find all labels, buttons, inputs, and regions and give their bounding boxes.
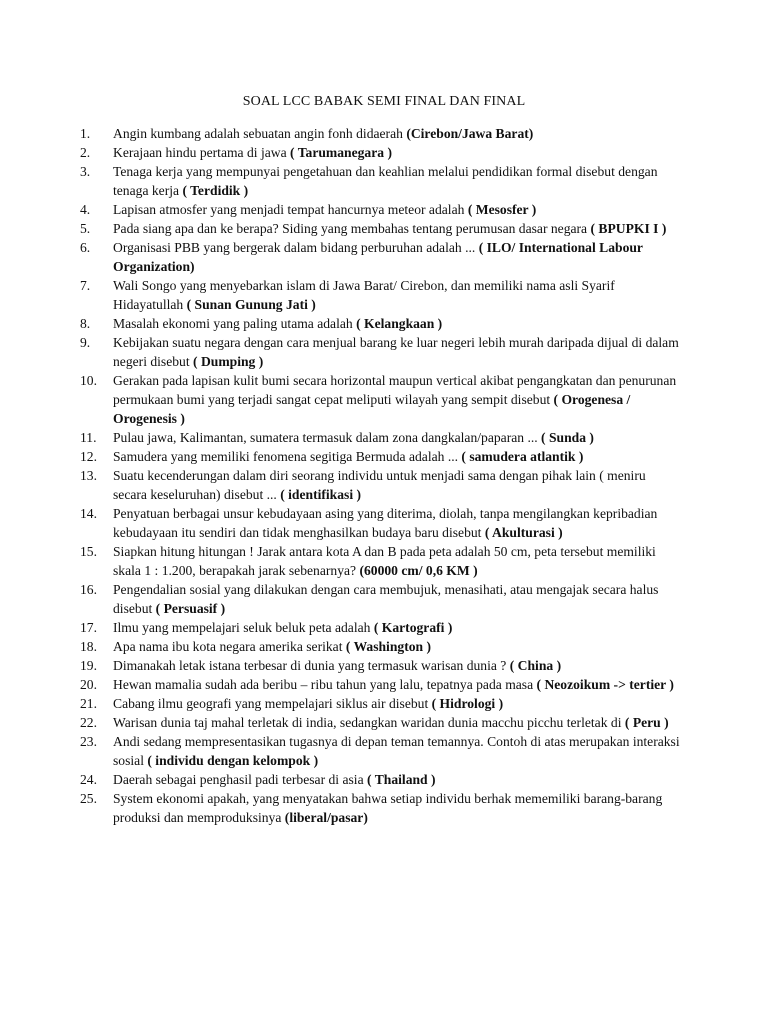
answer-text: ( Sunda ) xyxy=(541,430,594,445)
question-item xyxy=(80,675,680,694)
question-item xyxy=(80,504,680,542)
question-prompt: Wali Songo yang menyebarkan islam di Jawa Barat/ Cirebon, dan memiliki nama asli Syarif Hidayatullah xyxy=(113,278,615,312)
question-number: 13. xyxy=(80,468,97,483)
question-text xyxy=(113,200,680,219)
question-text xyxy=(113,542,680,580)
question-item xyxy=(80,447,680,466)
question-number: 18. xyxy=(80,639,97,654)
answer-text: (60000 cm/ 0,6 KM ) xyxy=(359,563,478,578)
question-item xyxy=(80,314,680,333)
question-text xyxy=(113,219,680,238)
question-item xyxy=(80,200,680,219)
question-item xyxy=(80,124,680,143)
question-number: 23. xyxy=(80,734,97,749)
question-prompt: Masalah ekonomi yang paling utama adalah xyxy=(113,316,357,331)
question-text xyxy=(113,143,680,162)
answer-text: ( Kartografi ) xyxy=(373,620,453,635)
question-number: 4. xyxy=(80,202,91,217)
question-item xyxy=(80,580,680,618)
question-number: 20. xyxy=(80,677,97,692)
question-prompt: Siapkan hitung hitungan ! Jarak antara kota A dan B pada peta adalah 50 cm, peta tersebut memiliki skala 1 : 1.200, berapakah jarak sebenarnya? xyxy=(113,544,656,578)
answer-text: ( Hidrologi ) xyxy=(431,696,504,711)
question-prompt: Samudera yang memiliki fenomena segitiga Bermuda adalah ... xyxy=(113,449,462,464)
question-item xyxy=(80,732,680,770)
question-number: 1. xyxy=(80,126,91,141)
question-number: 9. xyxy=(80,335,91,350)
question-item xyxy=(80,637,680,656)
page-title: SOAL LCC BABAK SEMI FINAL DAN FINAL xyxy=(242,94,526,109)
answer-text: ( samudera atlantik ) xyxy=(461,449,584,464)
answer-text: ( Neozoikum -> tertier ) xyxy=(536,677,674,692)
answer-text: ( Mesosfer ) xyxy=(467,202,537,217)
question-text xyxy=(113,504,680,542)
question-text xyxy=(113,162,680,200)
answer-text: (liberal/pasar) xyxy=(284,810,368,825)
question-prompt: Angin kumbang adalah sebuatan angin fonh didaerah xyxy=(113,126,407,141)
answer-text: ( Akulturasi ) xyxy=(484,525,563,540)
question-text xyxy=(113,466,680,504)
question-prompt: Warisan dunia taj mahal terletak di india, sedangkan waridan dunia macchu picchu terletak di xyxy=(113,715,625,730)
question-item xyxy=(80,789,680,827)
question-number: 19. xyxy=(80,658,97,673)
question-number: 17. xyxy=(80,620,97,635)
answer-text: ( Sunan Gunung Jati ) xyxy=(186,297,316,312)
question-number: 6. xyxy=(80,240,91,255)
question-item xyxy=(80,542,680,580)
question-item xyxy=(80,162,680,200)
question-number: 10. xyxy=(80,373,97,388)
question-text xyxy=(113,580,680,618)
question-prompt: Dimanakah letak istana terbesar di dunia yang termasuk warisan dunia ? xyxy=(113,658,510,673)
question-item xyxy=(80,713,680,732)
answer-text: ( Persuasif ) xyxy=(155,601,226,616)
question-text xyxy=(113,238,680,276)
answer-text: ( identifikasi ) xyxy=(280,487,362,502)
question-text xyxy=(113,276,680,314)
answer-text: ( individu dengan kelompok ) xyxy=(147,753,319,768)
question-text xyxy=(113,675,680,694)
question-prompt: Organisasi PBB yang bergerak dalam bidang perburuhan adalah ... xyxy=(113,240,479,255)
answer-text: ( BPUPKI I ) xyxy=(590,221,667,236)
question-number: 3. xyxy=(80,164,91,179)
question-item xyxy=(80,219,680,238)
answer-text: ( Orogenesa / Orogenesis ) xyxy=(113,392,631,426)
question-prompt: Pengendalian sosial yang dilakukan dengan cara membujuk, menasihati, atau mengajak secara halus disebut xyxy=(113,582,659,616)
question-item xyxy=(80,371,680,428)
question-number: 22. xyxy=(80,715,97,730)
question-text xyxy=(113,333,680,371)
question-number: 7. xyxy=(80,278,91,293)
answer-text: (Cirebon/Jawa Barat) xyxy=(406,126,534,141)
question-text xyxy=(113,637,680,656)
question-prompt: Tenaga kerja yang mempunyai pengetahuan dan keahlian melalui pendidikan formal disebut dengan tenaga kerja xyxy=(113,164,658,198)
answer-text: ( Washington ) xyxy=(345,639,432,654)
question-prompt: Suatu kecenderungan dalam diri seorang individu untuk menjadi sama dengan pihak lain ( meniru secara keseluruhan) disebut ... xyxy=(113,468,646,502)
question-prompt: System ekonomi apakah, yang menyatakan bahwa setiap individu berhak mememiliki barang-barang produksi dan memproduksinya xyxy=(113,791,663,825)
answer-text: ( Dumping ) xyxy=(193,354,264,369)
question-item xyxy=(80,238,680,276)
question-item xyxy=(80,143,680,162)
question-number: 2. xyxy=(80,145,91,160)
question-item xyxy=(80,333,680,371)
question-item xyxy=(80,694,680,713)
question-prompt: Kebijakan suatu negara dengan cara menjual barang ke luar negeri lebih murah daripada dijual di dalam negeri disebut xyxy=(113,335,679,369)
question-number: 25. xyxy=(80,791,97,806)
question-number: 5. xyxy=(80,221,91,236)
question-item xyxy=(80,656,680,675)
question-number: 14. xyxy=(80,506,97,521)
question-prompt: Penyatuan berbagai unsur kebudayaan asing yang diterima, diolah, tanpa mengilangkan kepribadian kebudayaan itu sendiri dan tidak menghasilkan budaya baru disebut xyxy=(113,506,658,540)
question-prompt: Gerakan pada lapisan kulit bumi secara horizontal maupun vertical akibat pengangkatan dan penurunan permukaan bumi yang terjadi sangat cepat meliputi wilayah yang sempit disebut xyxy=(113,373,677,407)
question-number: 21. xyxy=(80,696,97,711)
question-number: 11. xyxy=(80,430,97,445)
question-text xyxy=(113,694,680,713)
question-prompt: Daerah sebagai penghasil padi terbesar di asia xyxy=(113,772,368,787)
question-text xyxy=(113,656,680,675)
question-text xyxy=(113,314,680,333)
question-prompt: Pada siang apa dan ke berapa? Siding yang membahas tentang perumusan dasar negara xyxy=(113,221,591,236)
question-number: 12. xyxy=(80,449,97,464)
answer-text: ( China ) xyxy=(509,658,562,673)
question-text xyxy=(113,732,680,770)
answer-text: ( Terdidik ) xyxy=(182,183,249,198)
question-item xyxy=(80,276,680,314)
question-text xyxy=(113,789,680,827)
question-prompt: Apa nama ibu kota negara amerika serikat xyxy=(113,639,346,654)
question-item xyxy=(80,618,680,637)
answer-text: ( ILO/ International Labour Organization) xyxy=(113,240,643,274)
question-text xyxy=(113,428,680,447)
question-text xyxy=(113,713,680,732)
question-prompt: Pulau jawa, Kalimantan, sumatera termasuk dalam zona dangkalan/paparan ... xyxy=(113,430,542,445)
question-item xyxy=(80,466,680,504)
answer-text: ( Kelangkaan ) xyxy=(356,316,443,331)
question-text xyxy=(113,618,680,637)
answer-text: ( Tarumanegara ) xyxy=(290,145,392,160)
question-prompt: Ilmu yang mempelajari seluk beluk peta adalah xyxy=(113,620,374,635)
question-list xyxy=(80,124,680,827)
question-prompt: Andi sedang mempresentasikan tugasnya di depan teman temannya. Contoh di atas merupakan interaksi sosial xyxy=(113,734,680,768)
question-prompt: Lapisan atmosfer yang menjadi tempat hancurnya meteor adalah xyxy=(113,202,468,217)
question-number: 8. xyxy=(80,316,91,331)
question-number: 16. xyxy=(80,582,97,597)
question-prompt: Cabang ilmu geografi yang mempelajari siklus air disebut xyxy=(113,696,432,711)
question-number: 15. xyxy=(80,544,97,559)
answer-text: ( Peru ) xyxy=(624,715,669,730)
question-item xyxy=(80,428,680,447)
question-text xyxy=(113,371,680,428)
question-prompt: Hewan mamalia sudah ada beribu – ribu tahun yang lalu, tepatnya pada masa xyxy=(113,677,537,692)
question-text xyxy=(113,447,680,466)
question-prompt: Kerajaan hindu pertama di jawa xyxy=(113,145,291,160)
question-item xyxy=(80,770,680,789)
answer-text: ( Thailand ) xyxy=(367,772,436,787)
question-text xyxy=(113,124,680,143)
question-number: 24. xyxy=(80,772,97,787)
question-text xyxy=(113,770,680,789)
